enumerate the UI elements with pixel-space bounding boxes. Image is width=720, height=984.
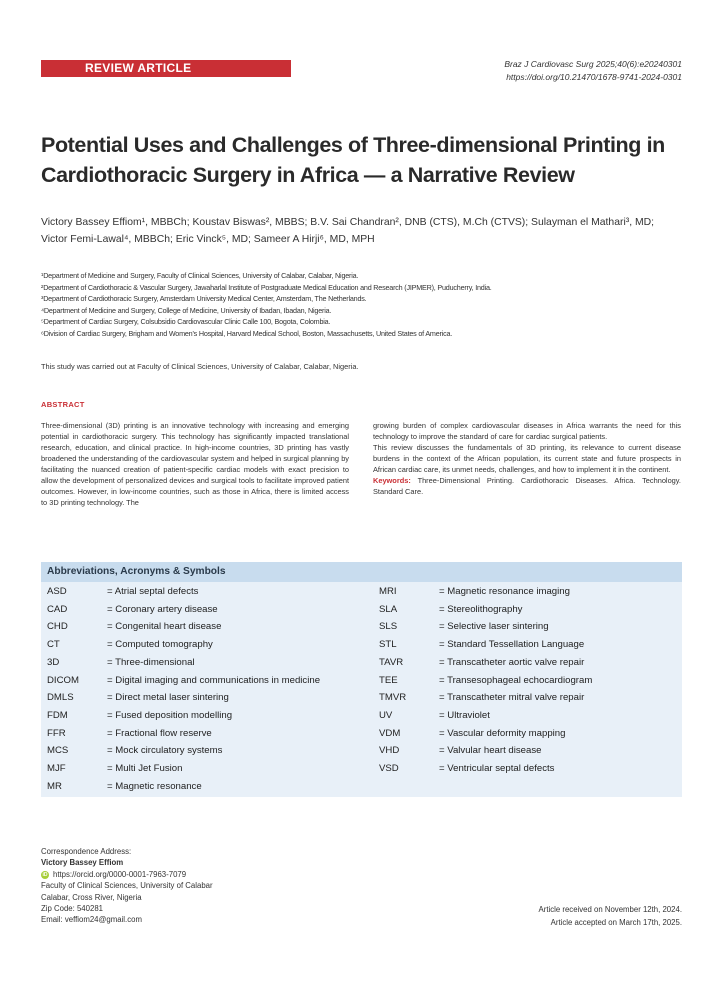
abbreviation-definition: = Digital imaging and communications in medicine xyxy=(107,674,321,686)
abbreviation-term: TEE xyxy=(379,674,398,686)
abbreviation-term: UV xyxy=(379,709,393,721)
abbreviation-definition: = Multi Jet Fusion xyxy=(107,763,183,774)
abbreviation-definition: = Magnetic resonance xyxy=(107,780,202,792)
abbreviation-definition: = Transcatheter mitral valve repair xyxy=(439,692,585,704)
email[interactable]: Email: veffiom24@gmail.com xyxy=(41,915,142,925)
abbreviation-term: FDM xyxy=(47,709,68,721)
abbreviation-definition: = Valvular heart disease xyxy=(439,745,542,757)
doi-link[interactable]: https://doi.org/10.21470/1678-9741-2024-0301 xyxy=(506,72,682,82)
abbreviation-term: FFR xyxy=(47,727,66,739)
abbreviation-definition: = Mock circulatory systems xyxy=(107,745,223,757)
affiliation-item: ³Department of Cardiothoracic Surgery, Amsterdam University Medical Center, Amsterdam, The Netherlands. xyxy=(41,294,367,304)
abbreviation-term: DICOM xyxy=(47,674,79,686)
abbreviation-term: MR xyxy=(47,780,62,792)
correspondence-address-line: Faculty of Clinical Sciences, University of Calabar xyxy=(41,881,213,891)
abbreviation-term: VSD xyxy=(379,763,399,774)
affiliation-item: ¹Department of Medicine and Surgery, Faculty of Clinical Sciences, University of Calabar, Calabar, Nigeria. xyxy=(41,271,359,280)
abbreviation-definition: = Atrial septal defects xyxy=(107,586,199,597)
abbreviation-term: STL xyxy=(379,639,397,651)
abbreviation-definition: = Ultraviolet xyxy=(439,709,490,721)
abstract-paragraph: This review discusses the fundamentals of 3D printing, its relevance to current disease burdens in the context of the African population, its current state and future prospects in African cardiac care, its unmet needs, challenges, and how to implement it in the continent. xyxy=(373,443,681,474)
abbreviation-term: VDM xyxy=(379,727,401,739)
abbreviation-definition: = Congenital heart disease xyxy=(107,621,222,633)
zip-code: Zip Code: 540281 xyxy=(41,904,103,914)
abbreviation-term: VHD xyxy=(379,745,400,757)
abbreviation-term: 3D xyxy=(47,656,60,668)
abbreviation-term: CHD xyxy=(47,621,68,633)
abbreviation-definition: = Vascular deformity mapping xyxy=(439,727,566,739)
keywords-text: Three-Dimensional Printing. Cardiothoracic Diseases. Africa. Technology. Standard Care. xyxy=(373,476,681,496)
orcid-icon: iD xyxy=(42,871,48,878)
accepted-date: Article accepted on March 17th, 2025. xyxy=(550,917,682,927)
abbreviation-definition: = Direct metal laser sintering xyxy=(107,692,229,704)
abbreviation-definition: = Standard Tessellation Language xyxy=(439,639,585,651)
article-type-badge: REVIEW ARTICLE xyxy=(41,60,291,77)
abbreviation-term: ASD xyxy=(47,586,67,597)
abbreviation-definition: = Fractional flow reserve xyxy=(107,727,212,739)
abbreviation-term: TMVR xyxy=(379,692,407,704)
abbreviation-definition: = Transesophageal echocardiogram xyxy=(439,674,593,686)
abstract-paragraph: growing burden of complex cardiovascular diseases in Africa warrants the need for this technology to improve the standard of care for cardiac surgical patients. xyxy=(373,421,681,441)
correspondence-address-line: Calabar, Cross River, Nigeria xyxy=(41,892,142,902)
abbreviation-definition: = Ventricular septal defects xyxy=(439,763,555,774)
authors-line-2: Victor Femi-Lawal⁴, MBBCh; Eric Vinck⁵, MD; Sameer A Hirji⁶, MD, MPH xyxy=(41,234,375,245)
authors-line-1: Victory Bassey Effiom¹, MBBCh; Koustav Biswas², MBBS; B.V. Sai Chandran², DNB (CTS), M.Ch (CTVS); Sulayman el Mathari³, MD; xyxy=(41,217,655,228)
abbreviation-definition: = Coronary artery disease xyxy=(107,603,218,615)
abbreviation-definition: = Fused deposition modelling xyxy=(107,709,233,721)
abstract-heading: ABSTRACT xyxy=(41,400,85,409)
abbreviation-definition: = Transcatheter aortic valve repair xyxy=(439,656,585,668)
abbreviations-box xyxy=(41,562,682,797)
abbreviation-term: CAD xyxy=(47,603,68,615)
abstract-paragraph: Three-dimensional (3D) printing is an innovative technology with increasing and emerging potential in cardiothoracic surgery. This technology has significantly impacted translational research, education, and clinical practice. In high-income countries, 3D printing has vastly broadened the understanding of the cardiovascular system and helped in surgical planning by facilitating the nuanced creation of patient-specific cardiac models with exact precision to allow the development of personalized devices and surgical tools to facilitate improved patient outcomes. However, in low-income countries, such as those in Africa, there is limited access to 3D printing technology. The xyxy=(41,421,349,507)
abbreviation-definition: = Three-dimensional xyxy=(107,656,195,668)
keywords xyxy=(373,475,681,497)
keywords-label: Keywords: xyxy=(373,476,411,485)
abbreviation-term: DMLS xyxy=(47,692,74,704)
abbreviation-definition: = Stereolithography xyxy=(439,603,523,615)
correspondence-label: Correspondence Address: xyxy=(41,847,132,856)
affiliation-item: ⁵Department of Cardiac Surgery, Colsubsidio Cardiovascular Clinic Calle 100, Bogota, Colombia. xyxy=(41,317,331,327)
abbreviation-term: SLA xyxy=(379,603,398,615)
affiliations xyxy=(41,270,681,340)
citation xyxy=(504,58,682,84)
abbreviation-definition: = Computed tomography xyxy=(107,639,213,651)
correspondence xyxy=(41,846,213,926)
abbreviation-term: CT xyxy=(47,639,60,651)
abbreviation-term: MRI xyxy=(379,586,397,597)
abbreviations-heading: Abbreviations, Acronyms & Symbols xyxy=(41,562,682,582)
abbreviation-definition: = Magnetic resonance imaging xyxy=(439,586,570,597)
abbreviation-term: MJF xyxy=(47,763,66,774)
abbreviation-term: MCS xyxy=(47,745,69,757)
received-date: Article received on November 12th, 2024. xyxy=(538,905,682,914)
abstract-left-column xyxy=(41,420,349,508)
orcid-link[interactable]: https://orcid.org/0000-0001-7963-7079 xyxy=(53,869,187,879)
article-title: Potential Uses and Challenges of Three-dimensional Printing in Cardiothoracic Surgery in Africa — a Narrative Review xyxy=(41,133,665,187)
study-location: This study was carried out at Faculty of Clinical Sciences, University of Calabar, Calabar, Nigeria. xyxy=(41,362,359,371)
abbreviation-term: TAVR xyxy=(379,656,404,668)
affiliation-item: ⁴Department of Medicine and Surgery, College of Medicine, University of Ibadan, Ibadan, Nigeria. xyxy=(41,305,332,315)
abbreviation-term: SLS xyxy=(379,621,398,633)
abstract-right-column xyxy=(373,420,681,497)
correspondence-name: Victory Bassey Effiom xyxy=(41,858,124,868)
article-dates xyxy=(539,904,682,929)
affiliation-item: ²Department of Cardiothoracic & Vascular Surgery, Jawaharlal Institute of Postgraduate Medical Education and Research (JIPMER), Puducherry, India. xyxy=(41,282,492,292)
abbreviation-definition: = Selective laser sintering xyxy=(439,621,549,633)
journal-citation: Braz J Cardiovasc Surg 2025;40(6):e20240301 xyxy=(504,59,682,69)
orcid-row xyxy=(41,869,213,880)
affiliation-item: ⁶Division of Cardiac Surgery, Brigham and Women's Hospital, Harvard Medical School, Boston, Massachusetts, United States of America. xyxy=(41,328,453,338)
author-list xyxy=(41,214,691,248)
